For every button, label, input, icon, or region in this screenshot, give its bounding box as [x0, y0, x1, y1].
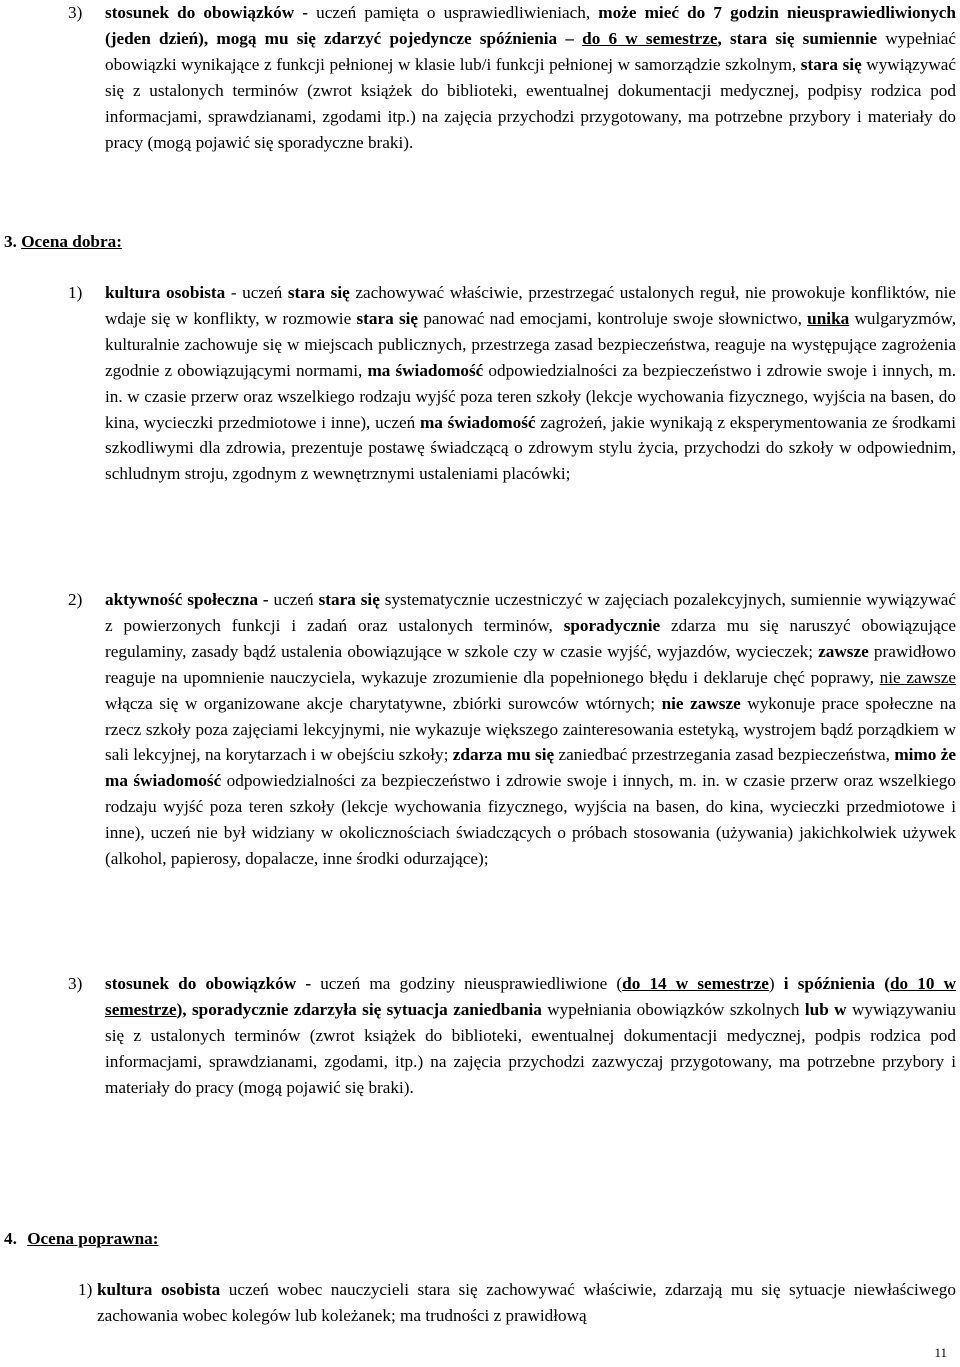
text-run: aktywność społeczna -	[105, 590, 269, 609]
item-text	[105, 280, 956, 487]
item-number: 2)	[68, 590, 83, 609]
item-text	[105, 971, 956, 1101]
text-run: panować nad emocjami, kontroluje swoje słownictwo,	[418, 308, 808, 328]
section-number: 4.	[4, 1229, 17, 1248]
text-run: zdarza mu się	[452, 745, 555, 765]
text-run: lub w	[804, 999, 847, 1019]
text-run: zagrożeń, jakie wynikają z eksperymentowania ze środkami szkodliwymi dla zdrowia, prezentuje postawę świadczącą o zdrowym stylu życia, przychodzi do szkoły w odpowiednim, schludnym stroju, zgodnym z wewnętrznymi ustaleniami placówki;	[105, 412, 956, 484]
text-run: i spóźnienia (	[783, 974, 890, 993]
text-run: uczeń wobec nauczycieli stara się zachowywać właściwie, zdarzają mu się sytuacje niewłaściwego zachowania wobec kolegów lub koleżanek; ma trudności z prawidłową	[97, 1280, 956, 1325]
text-run: nie zawsze	[661, 693, 741, 713]
item-number: 1)	[78, 1280, 93, 1299]
item-text	[97, 1277, 956, 1329]
text-run: mimo że ma świadomość	[105, 745, 956, 791]
section-heading-good-grade	[4, 229, 122, 255]
text-run: prawidłowo reaguje na upomnienie nauczyciela, wykazuje zrozumienie dla popełnionego błędu i deklaruje chęć poprawy,	[105, 641, 956, 687]
list-item-personal-culture	[68, 280, 956, 487]
page-number: 11	[934, 1345, 947, 1360]
text-run: stara się	[287, 283, 350, 302]
text-run: wykonuje prace społeczne na rzecz szkoły poza zajęciami lekcyjnymi, nie wykazuje większego zainteresowania estetyką, wystrojem bądź porządkiem w sali lekcyjnej, na korytarzach i w obejściu szkoły;	[105, 693, 956, 765]
text-run: sporadycznie	[563, 615, 661, 635]
text-run: stosunek do obowiązków -	[105, 974, 312, 993]
text-run: odpowiedzialności za bezpieczeństwo i zdrowie swoje i innych, m. in. w czasie przerw oraz wszelkiego rodzaju wyjść poza teren szkoły (lekcje wychowania fizycznego, wyjścia na basen, do kina, wycieczki przedmiotowe i inne), uczeń nie był widziany w okolicznościach świadczących o próbach stosowania (używania) jakichkolwiek używek (alkohol, papierosy, dopalacze, inne środki odurzające);	[105, 771, 956, 869]
text-run: ma świadomość	[367, 360, 484, 380]
text-run: zdarza mu się naruszyć obowiązujące regulaminy, zasady bądź ustalenia obowiązujące w szkole czy w czasie wyjść, wyjazdów, wycieczek;	[105, 615, 956, 661]
text-run: do 10 w semestrze	[105, 974, 956, 1019]
text-run: stara się	[318, 590, 380, 609]
text-run: unika	[807, 308, 850, 328]
text-run: nie zawsze	[879, 667, 956, 687]
text-run: zaniedbać przestrzegania zasad bezpieczeństwa,	[554, 745, 895, 765]
text-run: do 14 w semestrze	[622, 974, 769, 993]
text-run: stosunek do obowiązków -	[105, 3, 317, 22]
section-number: 3.	[4, 232, 17, 251]
text-run: kultura osobista	[97, 1280, 221, 1299]
item-number: 1)	[68, 283, 83, 302]
text-run: wywiązywaniu się z ustalonych terminów (zwrot książek do biblioteki, ewentualnej dokumentacji medycznej, podpis rodzica pod informacjami, sprawdzianami, zgodami, itp.) na zajęcia przychodzi zazwyczaj przygotowany, ma potrzebne przybory i materiały do pracy (mogą pojawić się braki).	[105, 999, 956, 1097]
text-run: uczeń pamięta o usprawiedliwieniach,	[316, 3, 599, 22]
text-run: , stara się sumiennie	[717, 28, 886, 48]
text-run: odpowiedzialności za bezpieczeństwo i zdrowie swoje i innych, m. in. w czasie przerw oraz wszelkiego rodzaju wyjść poza teren szkoły (lekcje wychowania fizycznego, wyjścia na basen, do kina, wycieczki przedmiotowe i inne), uczeń	[105, 360, 956, 432]
section-title: Ocena dobra:	[21, 232, 122, 251]
list-item-obligations	[68, 971, 956, 1101]
text-run: uczeń	[268, 590, 319, 609]
item-text	[105, 587, 956, 872]
text-run: może mieć do 7 godzin nieusprawiedliwionych (jeden dzień), mogą mu się zdarzyć pojedyncze spóźnienia –	[105, 3, 956, 48]
text-run: kultura osobista	[105, 283, 226, 302]
text-run: wypełniania obowiązków szkolnych	[541, 999, 805, 1019]
text-run: zachowywać właściwie, przestrzegać ustalonych reguł, nie prowokuje konfliktów, nie wdaje się w konflikty, w rozmowie	[105, 283, 956, 328]
text-run: ), sporadycznie zdarzyła się sytuacja zaniedbania	[176, 999, 542, 1019]
text-run: wulgaryzmów, kulturalnie zachowuje się w miejscach publicznych, przestrzega zasad bezpieczeństwa, reaguje na występujące zagrożenia zgodnie z obowiązującymi normami,	[105, 308, 956, 380]
text-run: ma świadomość	[419, 412, 536, 432]
text-run: zawsze	[818, 641, 869, 661]
item-number: 3)	[68, 974, 83, 993]
list-item-social-activity	[68, 587, 956, 872]
list-item-personal-culture-fair	[78, 1277, 956, 1329]
text-run: uczeń ma godziny nieusprawiedliwione (	[311, 974, 623, 993]
text-run: systematycznie uczestniczyć w zajęciach pozalekcyjnych, sumiennie wywiązywać z powierzonych funkcji i zadań oraz ustalonych terminów,	[105, 590, 957, 635]
text-run: - uczeń	[225, 283, 288, 302]
text-run: wywiązywać się z ustalonych terminów (zwrot książek do biblioteki, ewentualnej dokumentacji medycznej, podpisy rodzica pod informacjami, sprawdzianami, zgodami itp.) na zajęcia przychodzi przygotowany, ma potrzebne przybory i materiały do pracy (mogą pojawić się sporadyczne braki).	[105, 54, 956, 152]
item-number: 3)	[68, 3, 83, 22]
text-run: wypełniać obowiązki wynikające z funkcji pełnionej w klasie lub/i funkcji pełnionej w samorządzie szkolnym,	[105, 28, 956, 74]
text-run: )	[768, 974, 784, 993]
item-text	[105, 0, 956, 155]
text-run: stara się	[800, 54, 862, 74]
list-item-obligations-continued	[68, 0, 956, 155]
section-heading-fair-grade	[4, 1226, 159, 1252]
text-run: włącza się w organizowane akcje charytatywne, zbiórki surowców wtórnych;	[105, 693, 662, 713]
text-run: do 6 w semestrze	[582, 28, 718, 48]
section-title: Ocena poprawna:	[27, 1229, 159, 1248]
text-run: stara się	[356, 308, 419, 328]
